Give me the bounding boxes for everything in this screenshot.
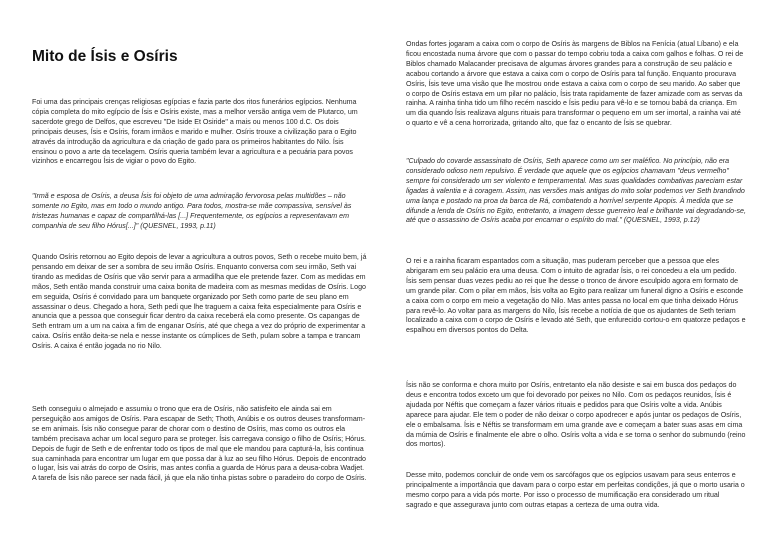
quote-seth: "Culpado do covarde assassinato de Osíris, Seth aparece como um ser maléfico. No princípio, não era considerado odioso nem repulsivo. É verdade que aquele que os egípcios chamavam "deus vermelho" sempre foi considerado um ser violento e temperamental. Mas suas qualidades combativas pareciam estar ligadas à valentia e à coragem. Assim, nas versões mais antigas do mito solar podemos ver Seth brandindo uma lança e postado na proa da barca de Rá, combatendo a horrível serpente Apopis. À medida que se difunde a lenda de Osíris no Egito, entretanto, a imagem desse guerreiro leal e brilhante vai degradando-se, até que o assassino de Osíris acaba por encarnar o espírito do mal." (QUESNEL, 1993, p.12) [406,157,746,225]
paragraph-biblos: Ondas fortes jogaram a caixa com o corpo de Osíris às margens de Biblos na Fenícia (atual Líbano) e ela ficou encostada numa árvore que com o passar do tempo cobriu toda a caixa com galhos e folhas. O rei de Biblos chamado Malacander precisava de algumas árvores grandes para a construção de seu palácio e acabou cortando a árvore que estava a caixa com o corpo de Osíris para tal função. Enquanto procurava Osíris, Ísis teve uma visão que lhe mostrou onde estava a caixa com o corpo de seu marido. Ao saber que o corpo de Osíris estava em um pilar no palácio, Ísis trata rapidamente de fazer amizade com as servas da rainha. A rainha tinha tido um filho recém nascido e Ísis pediu para vê-lo e se tornou babá da criança. Em um dia quando Ísis realizava alguns rituais para transformar o pequeno em um ser imortal, a rainha vai até o quarto e vê a cena horrorizada, gritando alto, que faz o encanto de Ísis se quebrar. [406,40,744,128]
document-title: Mito de Ísis e Osíris [32,48,178,65]
paragraph-banquet: Quando Osíris retornou ao Egito depois de levar a agricultura a outros povos, Seth o recebe muito bem, já pensando em deixar de ser a sombra de seu irmão Osíris. Enquanto conversa com seu irmão, Seth vai tirando as medidas de Osíris que vão servir para a armadilha que ele pretende fazer. Com as medidas em mãos, Seth então manda construir uma caixa bonita de madeira com as mesmas medidas de Osíris. Logo em seguida, Osíris é convidado para um banquete organizado por Seth como parte de seu plano em assassinar o deus. Chegado a hora, Seth pedi que lhe traguem a caixa feita especialmente para Osíris e anuncia que a pessoa que conseguir ficar dentro da caixa receberá ela como presente. Os capangas de Seth entram um a um na caixa a fim de enganar Osíris, até que chega a vez do próprio de experimentar a caixa. Osíris então deita-se nela e nesse instante os cúmplices de Seth, pulam sobre a tampa e trancam Osíris. A caixa é então jogada no rio Nilo. [32,253,367,351]
intro-paragraph: Foi uma das principais crenças religiosas egípcias e fazia parte dos ritos funerários egípcios. Nenhuma cópia completa do mito egípcio de Ísis e Osíris existe, mas a melhor versão antiga vem de Plutarco, um sacerdote grego de Delfos, que escreveu "De Iside Et Osiride" a mais ou menos 100 d.C. Os dois principais deuses, Ísis e Osíris, foram irmãos e marido e mulher. Osíris trouxe a civilização para o Egito através da introdução da agricultura e da criação de gado para os primeiros habitantes do Nilo. Ísis ensinou o povo a arte da tecelagem. Osíris queria também levar a agricultura e a pecuária para povos vizinhos e encarregou Ísis de vigiar o povo do Egito. [32,98,358,166]
paragraph-conclusion: Desse mito, podemos concluir de onde vem os sarcófagos que os egípcios usavam para seus enterros e principalmente a importância que davam para o corpo estar em perfeitas condições, já que o morto usaria o mesmo corpo para a vida pós morte. Por isso o processo de mumificação era considerado um ritual sagrado e que assegurava junto com outras etapas a certeza de uma outra vida. [406,471,745,509]
quote-isis: "Irmã e esposa de Osíris, a deusa Ísis foi objeto de uma admiração fervorosa pelas multidões – não somente no Egito, mas em todo o mundo antigo. Para todos, mostra-se mãe compassiva, sensível às tristezas humanas e capaz de compartilhá-las [...] Frequentemente, os egípcios a representavam em companhia de seu filho Hórus[...]" (QUESNEL, 1993, p.11) [32,192,352,230]
paragraph-king-queen: O rei e a rainha ficaram espantados com a situação, mas puderam perceber que a pessoa que eles abrigaram em seu palácio era uma deusa. Com o intuito de agradar Ísis, o rei concedeu a ela um pedido. Ísis sem pensar duas vezes pediu ao rei que lhe desse o tronco de árvore esculpido agora em formato de um grande pilar. Com o pilar em mãos, Ísis volta ao Egito para realizar um funeral digno a Osíris e esconde a caixa com o corpo em meio a vegetação do Nilo. Mas antes passa no local em que tinha deixado Hórus para revê-lo. Ao voltar para as margens do Nilo, Ísis recebe a notícia de que os ajudantes de Seth teriam localizado a caixa com o corpo de Osíris e levado até Seth, que enfurecido cortou-o em quatorze pedaços e espalhou em diversos pontos do Delta. [406,257,746,335]
paragraph-isis-search: Ísis não se conforma e chora muito por Osíris, entretanto ela não desiste e sai em busca dos pedaços do deus e encontra todos exceto um que foi devorado por peixes no Nilo. Com os pedaços reunidos, Ísis é ajudada por Néftis que começam a fazer vários rituais e pedidos para que Osíris volte a vida. Anúbis aparece para ajudar. Ele tem o poder de não deixar o corpo apodrecer e após juntar os pedaços de Osíris, ele o embalsama. Ísis e Néftis se transformam em uma grande ave e começam a bater suas asas em cima da múmia de Osíris e finalmente ele abre o olho. Osíris volta a vida e se torna o senhor do submundo (reino dos mortos). [406,381,746,449]
paragraph-seth-throne: Seth conseguiu o almejado e assumiu o trono que era de Osíris, não satisfeito ele ainda sai em perseguição aos amigos de Osíris. Para escapar de Seth; Thoth, Anúbis e os outros deuses transformam-se em animais. Ísis não consegue parar de chorar com o destino de Osíris, mas como os outros ela também precisava achar um local seguro para se proteger. Ísis carregava consigo o filho de Osíris; Hórus. Depois de fugir de Seth e de enfrentar todo os tipos de mal que ele mandou para capturá-la, Ísis continua sua caminhada para encontrar um lugar em que possa dar à luz ao seu filho Hórus. Depois de encontrado o lugar, Ísis vai atrás do corpo de Osíris, mas antes confia a guarda de Hórus para a deusa-cobra Wadjet. A tarefa de Ísis não parece ser nada fácil, já que ela não tinha pistas sobre o paradeiro do corpo de Osíris. [32,405,367,483]
